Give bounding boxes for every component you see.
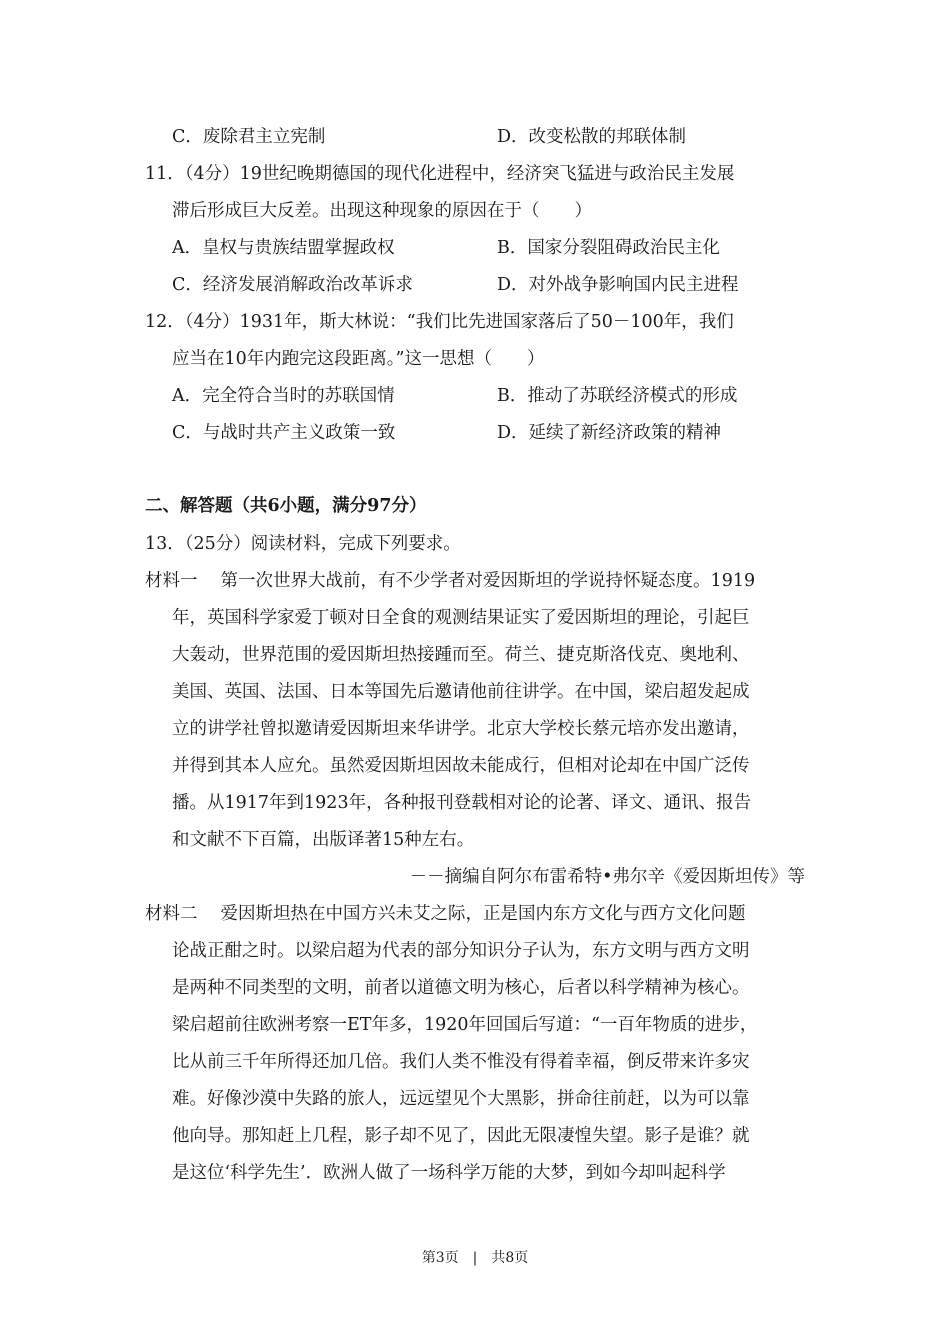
material-2-line: 材料二 爱因斯坦热在中国方兴未艾之际，正是国内东方文化与西方文化问题 [145, 904, 746, 924]
q10-option-d: D．改变松散的邦联体制 [497, 127, 687, 147]
q12-option-d: D．延续了新经济政策的精神 [497, 423, 722, 443]
q12-option-b: B．推动了苏联经济模式的形成 [497, 386, 738, 406]
q12-option-c: C．与战时共产主义政策一致 [172, 423, 396, 443]
material-1-line: 播。从1917年到1923年，各种报刊登载相对论的论著、译文、通讯、报告 [172, 793, 752, 813]
q12-option-a: A．完全符合当时的苏联国情 [172, 386, 395, 406]
material-1-line: 美国、英国、法国、日本等国先后邀请他前往讲学。在中国，梁启超发起成 [172, 682, 750, 702]
q13-intro: 13．（25分）阅读材料，完成下列要求。 [145, 534, 461, 554]
q11-stem-line-1: 11．（4分）19世纪晚期德国的现代化进程中，经济突飞猛进与政治民主发展 [145, 164, 735, 184]
q11-option-d: D．对外战争影响国内民主进程 [497, 275, 739, 295]
material-1-line: 年，英国科学家爱丁顿对日全食的观测结果证实了爱因斯坦的理论，引起巨 [172, 608, 750, 628]
material-2-line: 他向导。那知赶上几程，影子却不见了，因此无限凄惶失望。影子是谁？就 [172, 1126, 750, 1146]
material-2-line: 难。好像沙漠中失路的旅人，远远望见个大黑影，拼命往前赶，以为可以靠 [172, 1089, 750, 1109]
q12-stem-line-2: 应当在10年内跑完这段距离。”这一思想（ ） [172, 349, 545, 369]
material-2-line: 是这位‘科学先生’．欧洲人做了一场科学万能的大梦，到如今却叫起科学 [172, 1163, 726, 1183]
material-2-line: 论战正酣之时。以梁启超为代表的部分知识分子认为，东方文明与西方文明 [172, 941, 750, 961]
material-2-line: 梁启超前往欧洲考察一ET年多，1920年回国后写道：“一百年物质的进步， [172, 1015, 758, 1035]
material-1-line: 立的讲学社曾拟邀请爱因斯坦来华讲学。北京大学校长蔡元培亦发出邀请， [172, 719, 750, 739]
q12-stem-line-1: 12．（4分）1931年，斯大林说：“我们比先进国家落后了50－100年，我们 [145, 312, 734, 332]
material-1-line: 大轰动，世界范围的爱因斯坦热接踵而至。荷兰、捷克斯洛伐克、奥地利、 [172, 645, 750, 665]
section-heading: 二、解答题（共6小题，满分97分） [145, 496, 427, 516]
page-footer: 第3页 | 共8页 [421, 1250, 529, 1266]
material-2-line: 是两种不同类型的文明，前者以道德文明为核心，后者以科学精神为核心。 [172, 978, 750, 998]
q11-stem-line-2: 滞后形成巨大反差。出现这种现象的原因在于（ ） [172, 201, 592, 221]
q11-option-b: B．国家分裂阻碍政治民主化 [497, 238, 720, 258]
material-1-line: 和文献不下百篇，出版译著15种左右。 [172, 830, 475, 850]
material-1-source: －－摘编自阿尔布雷希特•弗尔辛《爱因斯坦传》等 [409, 867, 805, 887]
q11-option-c: C．经济发展消解政治改革诉求 [172, 275, 413, 295]
material-1-line: 材料一 第一次世界大战前，有不少学者对爱因斯坦的学说持怀疑态度。1919 [145, 571, 756, 591]
material-1-line: 并得到其本人应允。虽然爱因斯坦因故未能成行，但相对论却在中国广泛传 [172, 756, 750, 776]
q10-option-c: C．废除君主立宪制 [172, 127, 326, 147]
material-2-line: 比从前三千年所得还加几倍。我们人类不惟没有得着幸福，倒反带来许多灾 [172, 1052, 750, 1072]
q11-option-a: A．皇权与贵族结盟掌握政权 [172, 238, 395, 258]
